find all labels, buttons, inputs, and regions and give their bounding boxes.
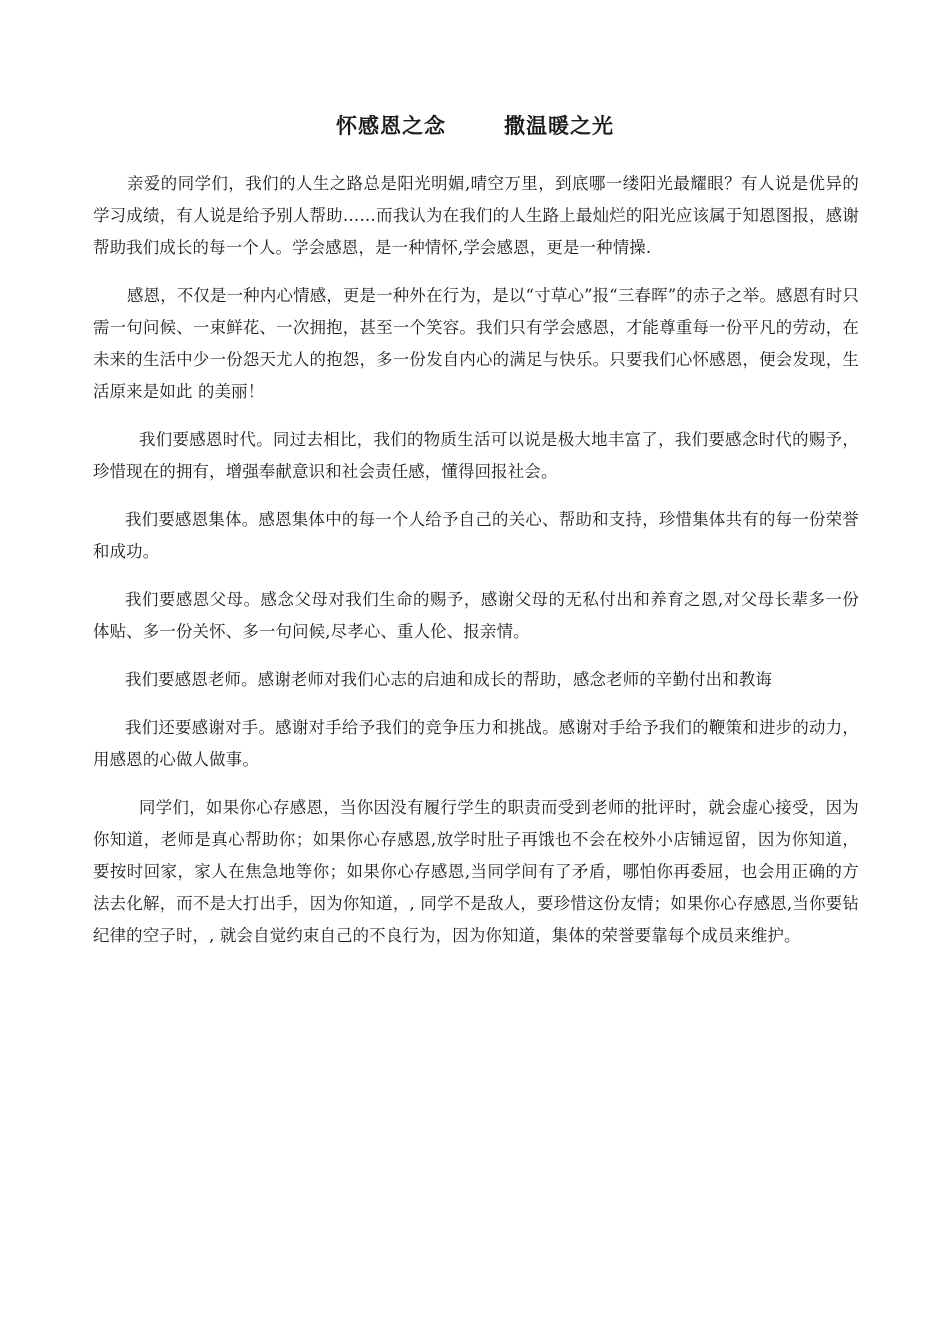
paragraph-parents: 我们要感恩父母。感念父母对我们生命的赐予，感谢父母的无私付出和养育之恩,对父母长辈多一份体贴、多一份关怀、多一句问候,尽孝心、重人伦、报亲情。 — [93, 590, 859, 641]
paragraph-gratitude-meaning: 感恩，不仅是一种内心情感，更是一种外在行为，是以“寸草心”报“三春晖”的赤子之举。感恩有时只需一句问候、一束鲜花、一次拥抱，甚至一个笑容。我们只有学会感恩，才能尊重每一份平凡的劳动，在未来的生活中少一份怨天尤人的抱怨，多一份发自内心的满足与快乐。只要我们心怀感恩，便会发现，生活原来是如此 的美丽！ — [93, 286, 859, 401]
paragraph-intro: 亲爱的同学们，我们的人生之路总是阳光明媚,晴空万里，到底哪一缕阳光最耀眼？有人说是优异的学习成绩，有人说是给予别人帮助……而我认为在我们的人生路上最灿烂的阳光应该属于知恩图报，感谢帮助我们成长的每一个人。学会感恩，是一种情怀,学会感恩，更是一种情操. — [93, 174, 859, 257]
title-left: 怀感恩之念 — [336, 114, 446, 138]
title-right: 撒温暖之光 — [504, 114, 614, 138]
paragraph-opponents: 我们还要感谢对手。感谢对手给予我们的竞争压力和挑战。感谢对手给予我们的鞭策和进步的动力，用感恩的心做人做事。 — [93, 718, 859, 769]
document-title — [0, 110, 950, 140]
paragraph-conclusion: 同学们，如果你心存感恩，当你因没有履行学生的职责而受到老师的批评时，就会虚心接受，因为你知道，老师是真心帮助你；如果你心存感恩,放学时肚子再饿也不会在校外小店铺逗留，因为你知道，要按时回家，家人在焦急地等你；如果你心存感恩,当同学间有了矛盾，哪怕你再委屈，也会用正确的方法去化解，而不是大打出手，因为你知道，, 同学不是敌人，要珍惜这份友情；如果你心存感恩,当你要钻纪律的空子时，, 就会自觉约束自己的不良行为，因为你知道，集体的荣誉要靠每个成员来维护。 — [93, 798, 859, 945]
document-body — [93, 168, 859, 968]
paragraph-teachers: 我们要感恩老师。感谢老师对我们心志的启迪和成长的帮助，感念老师的辛勤付出和教诲 — [125, 670, 773, 689]
paragraph-collective: 我们要感恩集体。感恩集体中的每一个人给予自己的关心、帮助和支持，珍惜集体共有的每一份荣誉和成功。 — [93, 510, 859, 561]
paragraph-era: 我们要感恩时代。同过去相比，我们的物质生活可以说是极大地丰富了，我们要感念时代的赐予，珍惜现在的拥有，增强奉献意识和社会责任感，懂得回报社会。 — [93, 430, 859, 481]
